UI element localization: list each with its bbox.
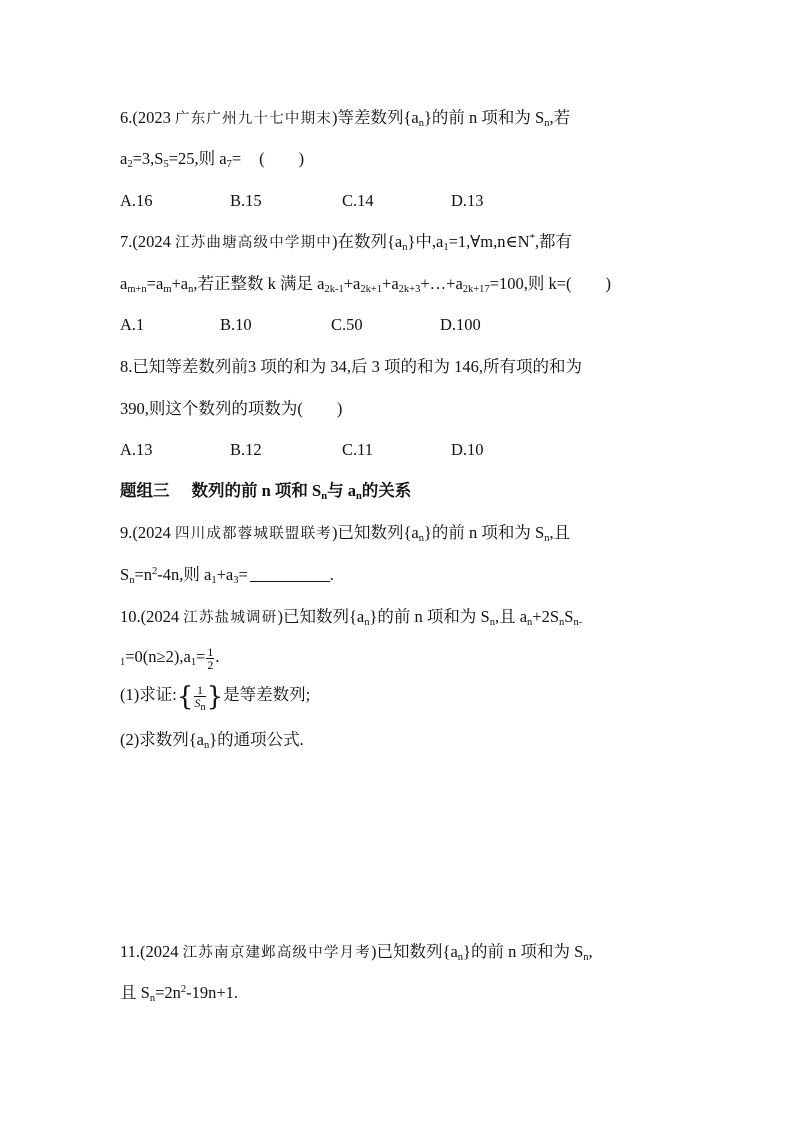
- q8-option-c[interactable]: C.11: [342, 440, 374, 459]
- q7-source: 江苏曲塘高级中学期中: [175, 235, 332, 251]
- q10-line-2: $_1=0(n\ge 2),a_1=$ $\frac{1}{2}$ .: [120, 644, 220, 672]
- q7-option-c[interactable]: C.50: [331, 315, 363, 334]
- q9-source: 四川成都蓉城联盟联考: [175, 526, 332, 542]
- q6-source: 广东广州九十七中期末: [175, 111, 332, 127]
- q7-option-d[interactable]: D.100: [440, 315, 481, 334]
- q8-option-b[interactable]: B.12: [230, 440, 262, 459]
- q10-source: 江苏盐城调研: [183, 610, 278, 626]
- q6-line-2: $a_2=3,S_5=25$,则 $a_7=$ ( ): [120, 149, 305, 170]
- q6-line-1: 6.(2023 广东广州九十七中期末)等差数列$\{a_n\}$的前 n 项和为 $S_n$,若: [120, 108, 571, 129]
- q7-option-b[interactable]: B.10: [220, 315, 252, 334]
- q10-line-1: 10.(2024 江苏盐城调研)已知数列$\{a_n\}$的前 n 项和为 $S_n$,且 $a_n+2S_nS_{n-}$: [120, 607, 583, 628]
- q7-option-a[interactable]: A.1: [120, 315, 145, 334]
- q11-source: 江苏南京建邺高级中学月考: [182, 945, 372, 961]
- q7-line-2: $a_{m+n}=a_m+a_n$,若正整数 k 满足 $a_{2k-1}+a_{2k+1}+a_{2k+3}+\dots+a_{2k+17}=100$,则 k=( ): [120, 274, 612, 295]
- answer-blank[interactable]: [250, 567, 330, 582]
- q8-option-d[interactable]: D.10: [451, 440, 484, 459]
- q9-line-1: 9.(2024 四川成都蓉城联盟联考)已知数列$\{a_n\}$的前 n 项和为 $S_n$,且: [120, 523, 571, 544]
- q8-option-a[interactable]: A.13: [120, 440, 153, 459]
- q10-part-1: (1)求证:{ $\frac{1}{S_n}$ }是等差数列;: [120, 682, 311, 713]
- fraction-one-half: $\frac{1}{2}$: [207, 644, 214, 672]
- q11-line-2: 且 $S_n=2n^2-19n+1$.: [120, 983, 239, 1004]
- q7-line-1: 7.(2024 江苏曲塘高级中学期中)在数列$\{a_n\}$中$,a_1=1,\forall m,n\in N^*$,都有: [120, 232, 572, 253]
- fraction-one-over-sn: $\frac{1}{S_n}$: [194, 682, 206, 713]
- section-heading: 题组三 数列的前 n 项和 $S_n$与 $a_n$的关系: [120, 481, 412, 502]
- q6-option-d[interactable]: D.13: [451, 191, 484, 210]
- q8-line-1: 8.已知等差数列前3 项的和为 34,后 3 项的和为 146,所有项的和为: [120, 357, 582, 376]
- q6-option-c[interactable]: C.14: [342, 191, 374, 210]
- q10-part-2: (2)求数列$\{a_n\}$的通项公式.: [120, 730, 304, 751]
- q6-option-b[interactable]: B.15: [230, 191, 262, 210]
- q8-line-2: 390,则这个数列的项数为( ): [120, 399, 343, 418]
- q11-line-1: 11.(2024 江苏南京建邺高级中学月考)已知数列$\{a_n\}$的前 n 项和为 $S_n$,: [120, 942, 593, 963]
- q6-option-a[interactable]: A.16: [120, 191, 153, 210]
- q9-line-2: $S_n=n^2-4n$,则 $a_1+a_3=$ .: [120, 565, 334, 586]
